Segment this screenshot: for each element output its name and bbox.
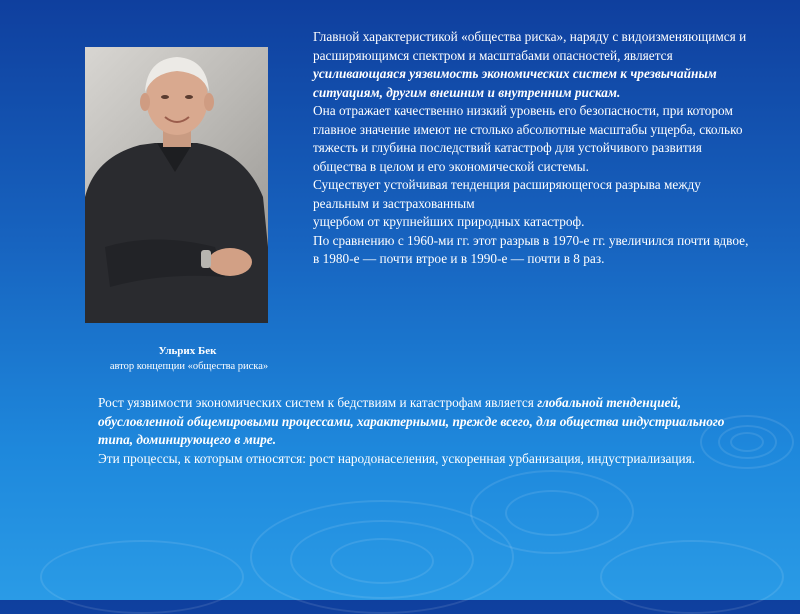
bottom-intro-text: Рост уязвимости экономических систем к бедствиям и катастрофам является (98, 395, 538, 410)
intro-emphasis: усиливающаяся уязвимость экономических систем к чрезвычайным ситуациям, другим внешним и внутренним рискам. (313, 66, 717, 100)
person-illustration (85, 47, 268, 323)
paragraph-damage: ущербом от крупнейших природных катастроф. (313, 214, 585, 229)
paragraph-intro (313, 28, 753, 102)
caption-name: Ульрих Бек (158, 345, 217, 357)
bottom-emphasis: глобальной тенденцией, обусловленной общемировыми процессами, характерными, прежде всего, для общества индустриального типа, доминирующего в мире. (98, 395, 725, 447)
bottom-text-block (98, 394, 738, 468)
paragraph-global-trend (98, 394, 738, 450)
intro-text: Главной характеристикой «общества риска», наряду с видоизменяющимся и расширяющимся спектром и масштабами опасностей, является (313, 29, 747, 63)
paragraph-processes: Эти процессы, к которым относятся: рост народонаселения, ускоренная урбанизация, индустриализация. (98, 450, 696, 466)
caption-role: автор концепции «общества риска» (109, 361, 269, 372)
paragraph-security: Она отражает качественно низкий уровень его безопасности, при котором главное значение имеют не столько абсолютные масштабы ущерба, сколько (313, 103, 743, 137)
paragraph-consequences: тяжесть и глубина последствий катастроф для устойчивого развития общества в целом и его экономической системы. (313, 140, 702, 174)
right-text-block (313, 28, 753, 269)
portrait-photo (85, 47, 268, 323)
paragraph-gap-trend: Существует устойчивая тенденция расширяющегося разрыва между реальным и застрахованным (313, 177, 701, 211)
paragraph-comparison: По сравнению с 1960-ми гг. этот разрыв в 1970-е гг. увеличился почти вдвое, в 1980-е — почти втрое и в 1990-е — почти в 8 раз. (313, 232, 749, 266)
